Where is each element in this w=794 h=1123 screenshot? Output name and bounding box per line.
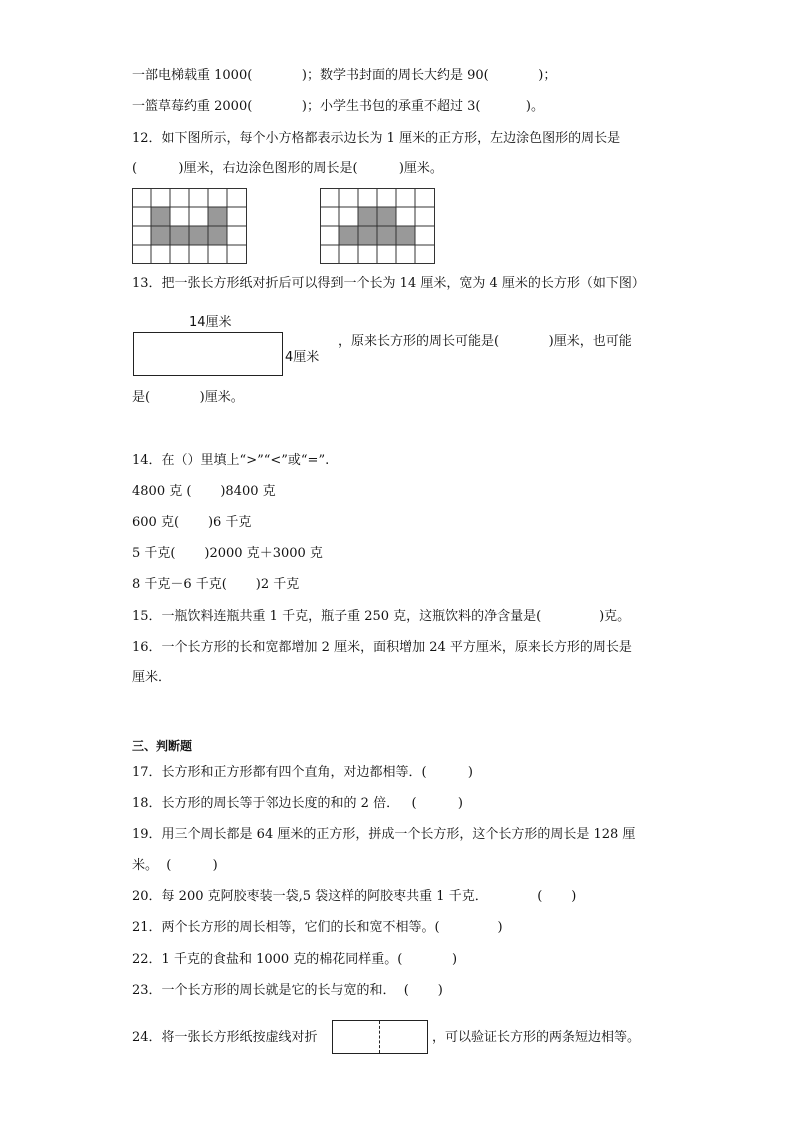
question-24-text: 24．将一张长方形纸按虚线对折 xyxy=(132,1030,318,1045)
grid-figure-right xyxy=(320,188,436,264)
question-20-text: 20．每 200 克阿胶枣装一袋,5 袋这样的阿胶枣共重 1 千克． ( ) xyxy=(132,889,577,904)
section-3-heading: 三、判断题 xyxy=(132,739,193,753)
question-14-item-b: 600 克( )6 千克 xyxy=(132,515,252,530)
question-19-text: 19．用三个周长都是 64 厘米的正方形，拼成一个长方形，这个长方形的周长是 128 厘 xyxy=(132,827,636,842)
question-17-text: 17．长方形和正方形都有四个直角，对边都相等．( ) xyxy=(132,765,474,780)
question-14-item-d: 8 千克－6 千克( )2 千克 xyxy=(132,577,300,592)
question-16-text: 16．一个长方形的长和宽都增加 2 厘米，面积增加 24 平方厘米，原来长方形的周长是 xyxy=(132,640,632,655)
question-18-text: 18．长方形的周长等于邻边长度的和的 2 倍． ( ) xyxy=(132,796,463,811)
question-24-text-2: ，可以验证长方形的两条短边相等。 xyxy=(432,1030,641,1045)
question-23-text: 23．一个长方形的周长就是它的长与宽的和． ( ) xyxy=(132,983,443,998)
question-21-text: 21．两个长方形的周长相等，它们的长和宽不相等。( ) xyxy=(132,920,503,935)
line-elevator-capacity: 一部电梯载重 1000( )；数学书封面的周长大约是 90( )； xyxy=(132,68,557,83)
question-19-text-2: 米。 ( ) xyxy=(132,858,218,873)
figure-13-rectangle xyxy=(133,332,283,376)
fold-dashed-line xyxy=(379,1021,380,1053)
question-14-item-a: 4800 克 ( )8400 克 xyxy=(132,484,276,499)
question-15-text: 15．一瓶饮料连瓶共重 1 千克，瓶子重 250 克，这瓶饮料的净含量是( )克。 xyxy=(132,609,631,624)
question-12-answer-line: ( )厘米，右边涂色图形的周长是( )厘米。 xyxy=(132,161,443,176)
line-strawberry-weight: 一篮草莓约重 2000( )；小学生书包的承重不超过 3( )。 xyxy=(132,99,544,114)
question-16-text-2: 厘米． xyxy=(132,670,172,685)
question-13-answer-line: ，原来长方形的周长可能是( )厘米，也可能 xyxy=(338,334,632,349)
question-14-item-c: 5 千克( )2000 克＋3000 克 xyxy=(132,546,323,561)
question-14-text: 14．在（）里填上“>”“<”或“=”. xyxy=(132,453,330,468)
figure-13-width-label: 4厘米 xyxy=(285,350,320,365)
question-22-text: 22．1 千克的食盐和 1000 克的棉花同样重。( ) xyxy=(132,952,458,967)
folding-paper-figure xyxy=(332,1020,428,1054)
question-13-answer-line-2: 是( )厘米。 xyxy=(132,390,244,405)
question-13-text: 13．把一张长方形纸对折后可以得到一个长为 14 厘米，宽为 4 厘米的长方形（如下图） xyxy=(132,276,645,291)
grid-figure-left xyxy=(132,188,248,264)
question-12-text: 12．如下图所示，每个小方格都表示边长为 1 厘米的正方形，左边涂色图形的周长是 xyxy=(132,131,621,146)
figure-13-length-label: 14厘米 xyxy=(189,315,232,330)
